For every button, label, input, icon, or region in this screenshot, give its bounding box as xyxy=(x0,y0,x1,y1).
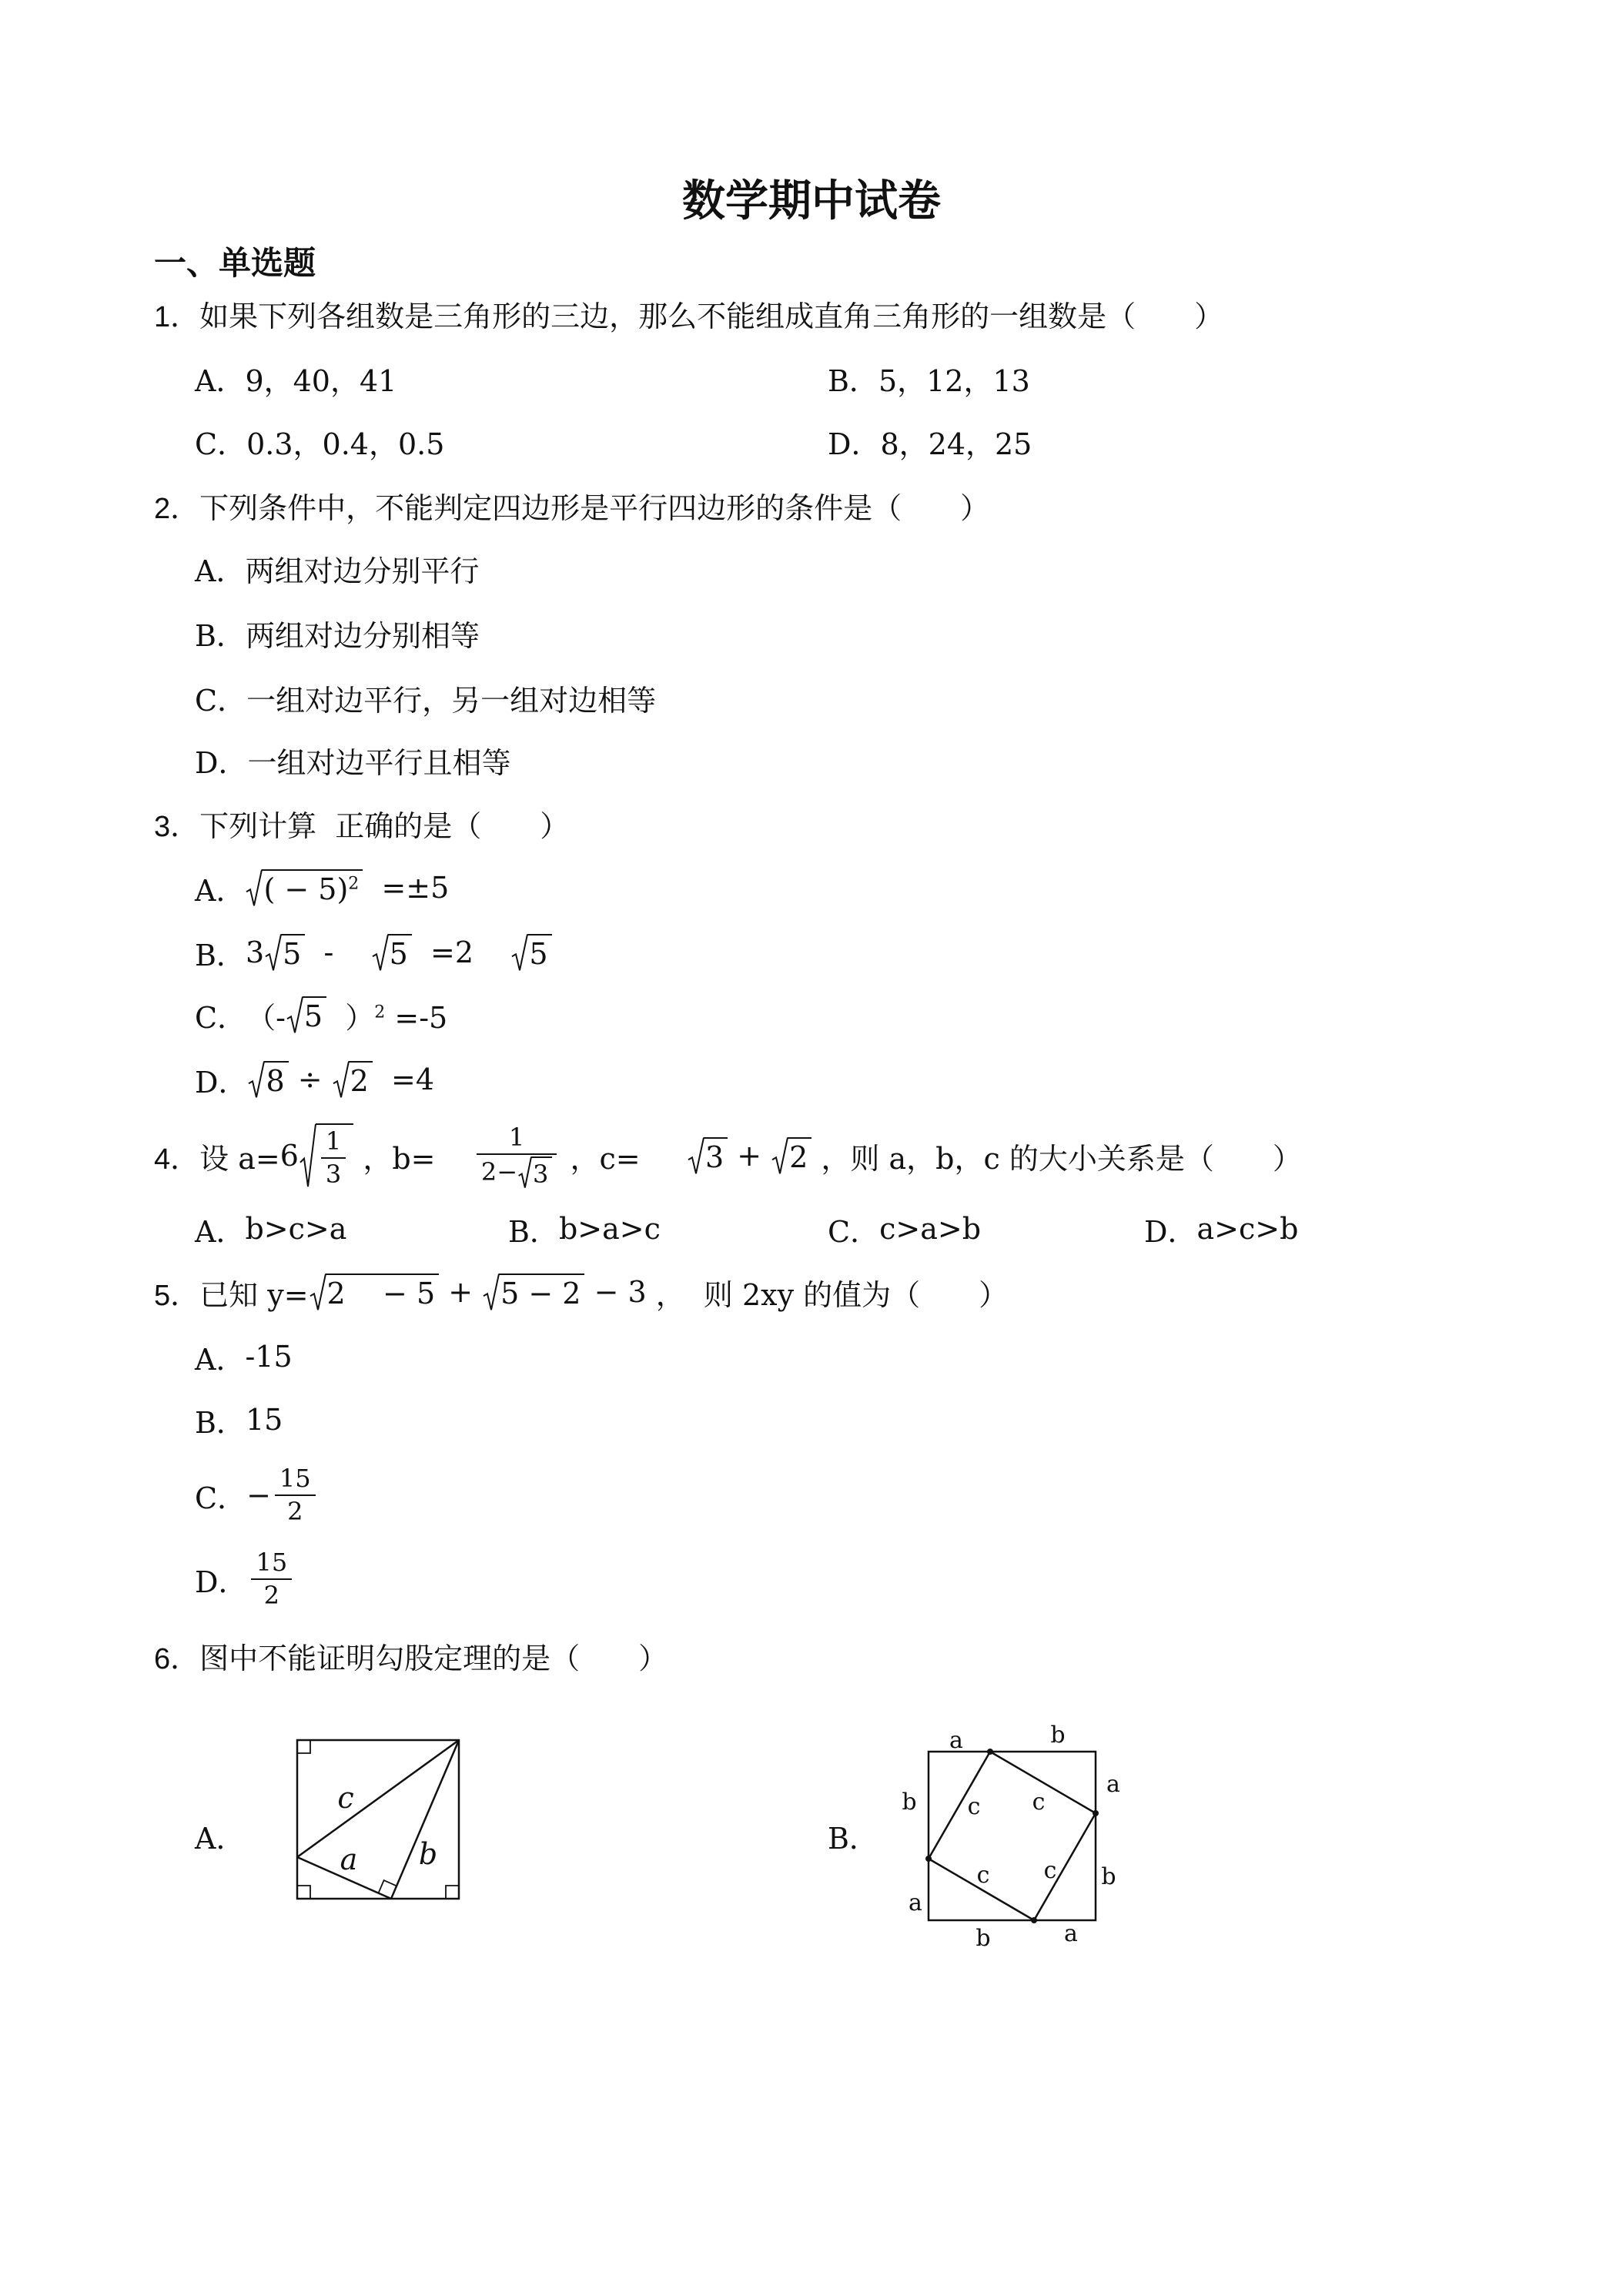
q2-option-d xyxy=(195,729,510,791)
radical-sign-icon xyxy=(247,1061,264,1099)
radical-sign-icon xyxy=(482,1274,499,1311)
radical-sign-icon xyxy=(510,934,527,972)
radicand: 3 xyxy=(531,1156,552,1189)
question-stem: 下列条件中，不能判定四边形是平行四边形的条件是（ ） xyxy=(199,490,990,525)
radical-sign-icon xyxy=(371,934,388,972)
denominator: 2 xyxy=(263,1581,279,1610)
vertex-dot xyxy=(1093,1810,1099,1816)
radicand-text: ( − 5) xyxy=(263,872,349,906)
q3-option-c xyxy=(195,984,447,1046)
operator: ÷ xyxy=(288,1063,332,1096)
title-text: 数学期中试卷 xyxy=(682,176,941,226)
question-2 xyxy=(154,474,989,536)
option-text: a>c>b xyxy=(1196,1212,1299,1246)
option-text: 一组对边平行，另一组对边相等 xyxy=(246,683,657,718)
option-label: A． xyxy=(195,873,246,908)
label-bottom-a: a xyxy=(1064,1920,1078,1947)
q1-option-c xyxy=(195,410,444,472)
question-number: 4． xyxy=(154,1143,200,1176)
square-root xyxy=(299,1123,353,1189)
label-inner-c: c xyxy=(1032,1789,1046,1816)
vertex-dot xyxy=(987,1749,993,1755)
option-text: b>c>a xyxy=(245,1212,347,1246)
square-root xyxy=(245,869,363,907)
question-5 xyxy=(154,1261,1008,1323)
q5-option-b xyxy=(195,1389,283,1451)
radical-sign-icon xyxy=(309,1274,326,1311)
q2-option-c xyxy=(195,667,656,728)
exponent: 2 xyxy=(348,874,360,893)
option-label: D． xyxy=(828,427,881,461)
option-label: D． xyxy=(195,1565,248,1599)
question-stem: 下列计算 正确的是（ ） xyxy=(199,808,570,843)
option-label: B． xyxy=(828,363,878,398)
q1-option-b xyxy=(828,347,1030,409)
coefficient: 6 xyxy=(279,1139,299,1173)
coefficient: 3 xyxy=(245,935,265,969)
radical-sign-icon xyxy=(332,1061,349,1099)
option-label: A． xyxy=(195,363,246,398)
radicand: 2 xyxy=(349,1061,373,1099)
question-stem: 图中不能证明勾股定理的是（ ） xyxy=(199,1641,668,1675)
stem-suffix: ，则 a，b，c 的大小关系是（ ） xyxy=(812,1141,1302,1176)
q2-option-b xyxy=(195,602,480,664)
radical-sign-icon xyxy=(264,934,281,972)
label-left-a: a xyxy=(909,1889,922,1916)
option-text: 5，12，13 xyxy=(878,363,1030,398)
radical-sign-icon xyxy=(687,1137,704,1175)
radicand: 5 xyxy=(281,934,305,972)
square-root xyxy=(517,1156,552,1189)
option-text: c>a>b xyxy=(879,1212,982,1246)
c-prefix: ，c= xyxy=(561,1141,687,1176)
q2-option-a xyxy=(195,537,479,599)
figure-a-diagram xyxy=(285,1729,470,1913)
minus-sign: − xyxy=(246,1478,271,1512)
fraction xyxy=(251,1548,292,1610)
option-label: A． xyxy=(195,1821,246,1856)
vertex-dot xyxy=(925,1856,932,1862)
option-label: C． xyxy=(195,1481,247,1515)
q3-option-d xyxy=(195,1049,434,1110)
radical-sign-icon xyxy=(771,1137,788,1175)
right-angle-mark-top-left xyxy=(297,1740,310,1753)
option-text: 8，24，25 xyxy=(880,427,1032,461)
label-c: c xyxy=(337,1781,354,1815)
option-label: A． xyxy=(195,554,246,588)
equals-part: =2 xyxy=(411,935,511,969)
option-text: b>a>c xyxy=(558,1212,661,1246)
option-tail: =±5 xyxy=(363,871,450,905)
b-prefix: ，b= xyxy=(353,1141,473,1176)
radicand: 3 xyxy=(704,1137,728,1175)
option-text: 0.3，0.4，0.5 xyxy=(246,427,445,461)
radicand: 5 xyxy=(388,934,412,972)
radical-sign-icon xyxy=(245,869,262,907)
question-1 xyxy=(154,283,1223,344)
option-label: A． xyxy=(195,1342,246,1377)
right-angle-mark-bottom-left xyxy=(297,1886,310,1899)
question-number: 6． xyxy=(154,1642,200,1675)
option-text: 两组对边分别相等 xyxy=(245,618,480,653)
exponent: 2 xyxy=(374,1002,386,1022)
operator: - xyxy=(305,935,371,969)
plus-sign: + xyxy=(439,1275,483,1309)
option-label: D． xyxy=(1144,1214,1197,1249)
q6-option-b xyxy=(828,1805,878,1866)
label-b: b xyxy=(418,1837,438,1871)
radicand: 2 − 5 xyxy=(326,1274,440,1311)
label-top-b: b xyxy=(1050,1722,1066,1749)
option-label: A． xyxy=(195,1214,246,1249)
q4-option-a xyxy=(195,1198,346,1260)
stem-prefix: 已知 y= xyxy=(199,1277,309,1312)
radicand: 2 xyxy=(788,1137,812,1175)
stem-suffix: ， 则 2xy 的值为（ ） xyxy=(655,1277,1009,1312)
radical-sign-icon xyxy=(299,1123,316,1189)
label-inner-c: c xyxy=(976,1862,990,1889)
radicand xyxy=(316,1123,353,1189)
q4-option-d xyxy=(1144,1198,1298,1260)
vertex-dot xyxy=(1031,1917,1037,1923)
q4-option-c xyxy=(828,1198,981,1260)
option-label: B． xyxy=(195,1405,246,1440)
question-number: 5． xyxy=(154,1279,200,1312)
minus-part: − 3 xyxy=(584,1275,656,1309)
option-label: D． xyxy=(195,745,248,780)
option-text: -15 xyxy=(245,1340,293,1374)
option-label: B． xyxy=(195,618,246,653)
question-3 xyxy=(154,792,569,854)
option-label: B． xyxy=(195,938,246,972)
outer-square xyxy=(929,1752,1096,1920)
square-root xyxy=(264,934,305,972)
right-angle-mark-bottom-right xyxy=(446,1886,459,1899)
fraction xyxy=(477,1123,557,1189)
q6-option-a xyxy=(195,1805,245,1866)
label-a: a xyxy=(340,1842,358,1876)
label-left-b: b xyxy=(902,1789,917,1816)
close-paren-group xyxy=(326,994,447,1036)
label-right-a: a xyxy=(1106,1771,1120,1798)
outer-square xyxy=(297,1740,459,1899)
radicand: 5 xyxy=(527,934,551,972)
square-root xyxy=(309,1274,440,1311)
denominator-text: 2− xyxy=(480,1157,517,1186)
denominator: 2 xyxy=(287,1497,303,1526)
q5-option-c xyxy=(195,1464,320,1526)
option-label: C． xyxy=(195,1000,247,1035)
square-root xyxy=(332,1061,373,1099)
question-number: 2． xyxy=(154,492,200,525)
square-root xyxy=(247,1061,288,1099)
plus-sign: + xyxy=(728,1139,771,1173)
numerator: 1 xyxy=(321,1127,346,1159)
option-label: C． xyxy=(195,683,247,718)
question-number: 3． xyxy=(154,810,200,843)
question-stem: 如果下列各组数是三角形的三边，那么不能组成直角三角形的一组数是（ ） xyxy=(199,299,1224,333)
q5-option-d xyxy=(195,1548,296,1610)
option-text: 9，40，41 xyxy=(245,363,397,398)
square-root xyxy=(510,934,551,972)
fraction xyxy=(321,1127,346,1189)
option-label: B． xyxy=(508,1214,559,1249)
numerator: 15 xyxy=(275,1464,316,1496)
question-number: 1． xyxy=(154,300,200,333)
q1-option-a xyxy=(195,347,397,409)
option-label: B． xyxy=(828,1821,878,1856)
q1-option-d xyxy=(828,410,1032,472)
question-4 xyxy=(154,1122,1302,1189)
label-right-b: b xyxy=(1101,1863,1116,1890)
square-root xyxy=(687,1137,728,1175)
option-text: 一组对边平行且相等 xyxy=(247,745,511,780)
option-tail: =-5 xyxy=(385,1000,448,1035)
option-text: 15 xyxy=(245,1403,283,1437)
square-root xyxy=(771,1137,812,1175)
label-inner-c: c xyxy=(967,1793,981,1820)
radicand xyxy=(262,869,363,907)
section-text: 一、单选题 xyxy=(154,244,316,282)
q3-option-b xyxy=(195,922,552,983)
q3-option-a xyxy=(195,857,449,919)
q5-option-a xyxy=(195,1326,293,1387)
square-root xyxy=(286,996,326,1034)
radical-sign-icon xyxy=(286,996,303,1034)
option-label: C． xyxy=(828,1214,880,1249)
radical-sign-icon xyxy=(517,1156,531,1189)
stem-prefix: 设 a= xyxy=(199,1141,280,1176)
radicand: 8 xyxy=(264,1061,288,1099)
label-top-a: a xyxy=(949,1727,963,1754)
option-label: C． xyxy=(195,427,247,461)
denominator: 3 xyxy=(325,1159,342,1189)
label-bottom-b: b xyxy=(975,1925,991,1952)
numerator: 1 xyxy=(477,1123,557,1155)
fraction xyxy=(275,1464,316,1526)
numerator: 15 xyxy=(251,1548,292,1580)
radicand: 5 − 2 xyxy=(499,1274,584,1311)
open-paren: （- xyxy=(246,1000,286,1035)
square-root xyxy=(371,934,412,972)
page-title xyxy=(0,167,1623,229)
q4-option-b xyxy=(508,1198,661,1260)
option-tail: =4 xyxy=(372,1063,435,1096)
denominator xyxy=(477,1155,557,1189)
figure-b-diagram xyxy=(885,1713,1139,1960)
option-label: D． xyxy=(195,1065,248,1099)
question-6 xyxy=(154,1625,668,1686)
inner-square xyxy=(929,1752,1096,1920)
label-inner-c: c xyxy=(1043,1857,1057,1884)
square-root xyxy=(482,1274,584,1311)
radicand: 5 xyxy=(303,996,326,1034)
option-text: 两组对边分别平行 xyxy=(245,554,480,588)
close-paren: ） xyxy=(326,1000,375,1035)
